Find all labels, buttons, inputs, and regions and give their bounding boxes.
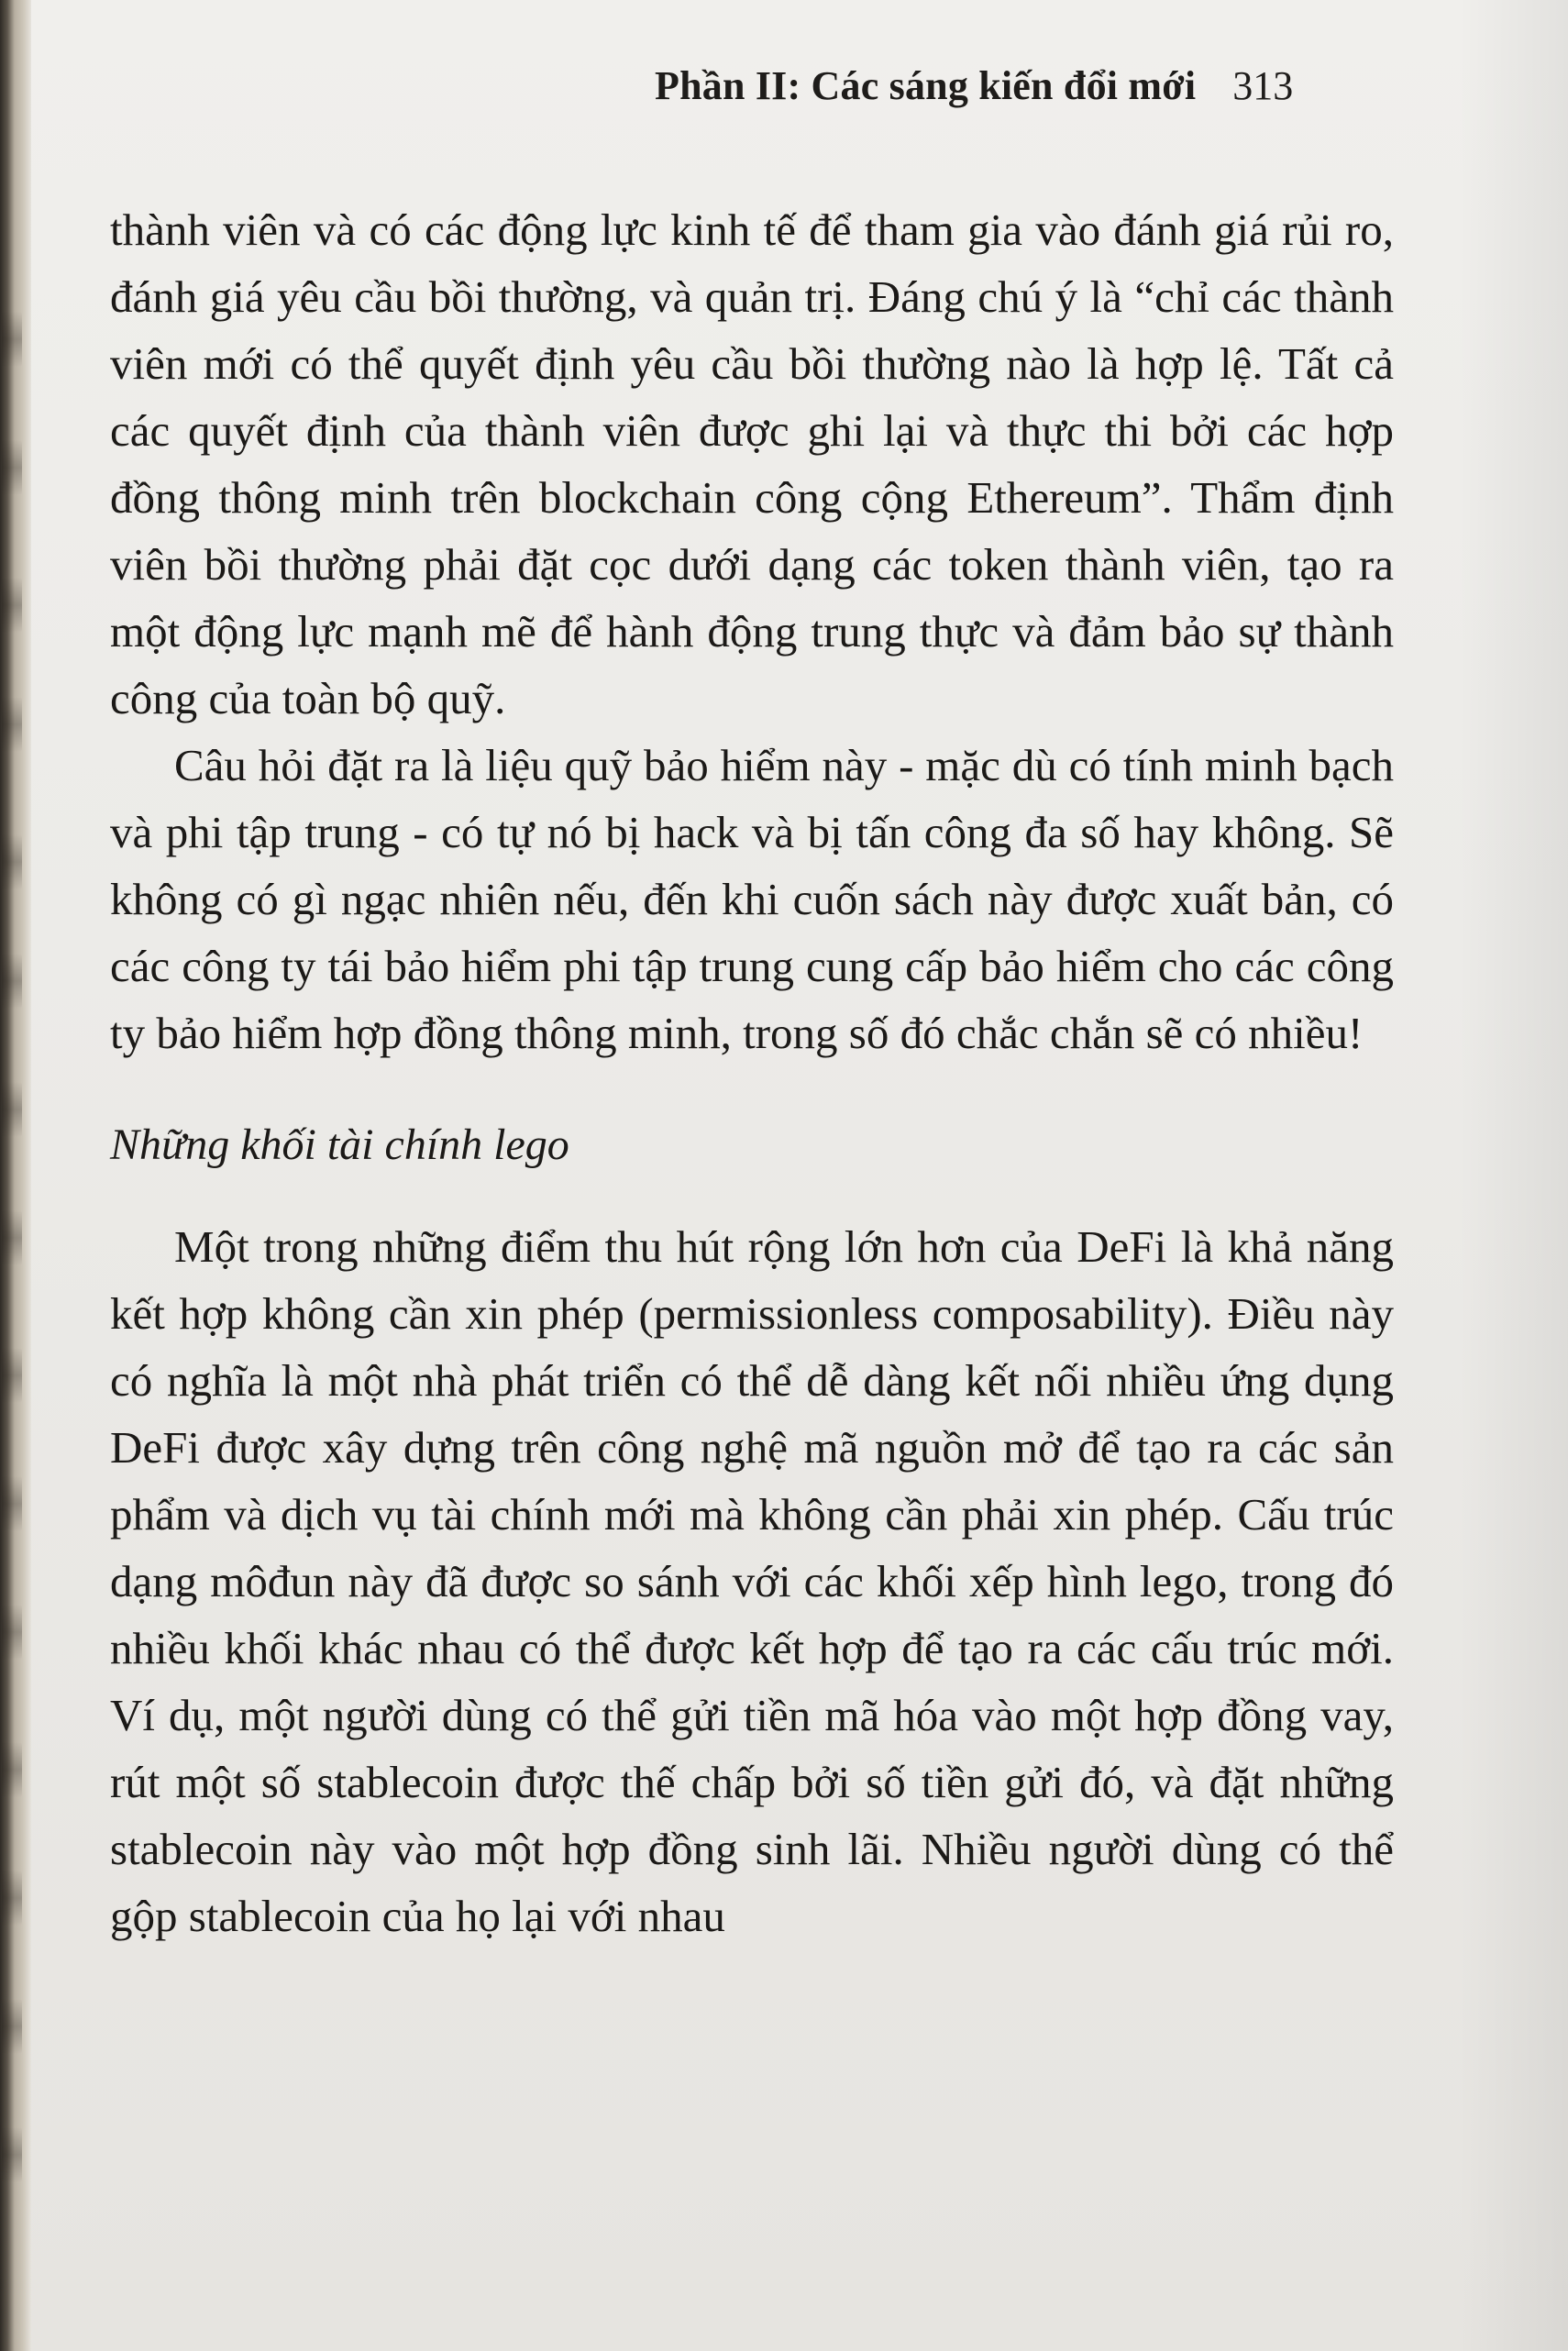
paragraph-1: thành viên và có các động lực kinh tế để tham gia vào đánh giá rủi ro, đánh giá yêu cầu bồi thường, và quản trị. Đáng chú ý là “chỉ các thành viên mới có thể quyết định yêu cầu bồi thường nào là hợp lệ. Tất cả các quyết định của thành viên được ghi lại và thực thi bởi các hợp đồng thông minh trên blockchain công cộng Ethereum”. Thẩm định viên bồi thường phải đặt cọc dưới dạng các token thành viên, tạo ra một động lực mạnh mẽ để hành động trung thực và đảm bảo sự thành công của toàn bộ quỹ. [110,204,1394,723]
section-paragraph-1: Một trong những điểm thu hút rộng lớn hơn của DeFi là khả năng kết hợp không cần xin phép (permissionless composability). Điều này có nghĩa là một nhà phát triển có thể dễ dàng kết nối nhiều ứng dụng DeFi được xây dựng trên công nghệ mã nguồn mở để tạo ra các sản phẩm và dịch vụ tài chính mới mà không cần phải xin phép. Cấu trúc dạng môđun này đã được so sánh với các khối xếp hình lego, trong đó nhiều khối khác nhau có thể được kết hợp để tạo ra các cấu trúc mới. Ví dụ, một người dùng có thể gửi tiền mã hóa vào một hợp đồng vay, rút một số stablecoin được thế chấp bởi số tiền gửi đó, và đặt những stablecoin này vào một hợp đồng sinh lãi. Nhiều người dùng có thể gộp stablecoin của họ lại với nhau [110,1221,1394,1941]
page-number: 313 [1232,62,1294,108]
running-header [655,53,1370,117]
facing-page-text-fragments [0,275,24,2292]
page-body [110,196,1394,1949]
facing-page-edge [0,0,31,2351]
paragraph-2: Câu hỏi đặt ra là liệu quỹ bảo hiểm này - mặc dù có tính minh bạch và phi tập trung - có tự nó bị hack và bị tấn công đa số hay không. Sẽ không có gì ngạc nhiên nếu, đến khi cuốn sách này được xuất bản, có các công ty tái bảo hiểm phi tập trung cung cấp bảo hiểm cho các công ty bảo hiểm hợp đồng thông minh, trong số đó chắc chắn sẽ có nhiều! [110,740,1394,1058]
section-heading: Những khối tài chính lego [110,1120,569,1169]
page-curl-shadow [1458,0,1568,2351]
book-page [31,0,1568,2351]
running-title: Phần II: Các sáng kiến đổi mới [655,62,1197,108]
